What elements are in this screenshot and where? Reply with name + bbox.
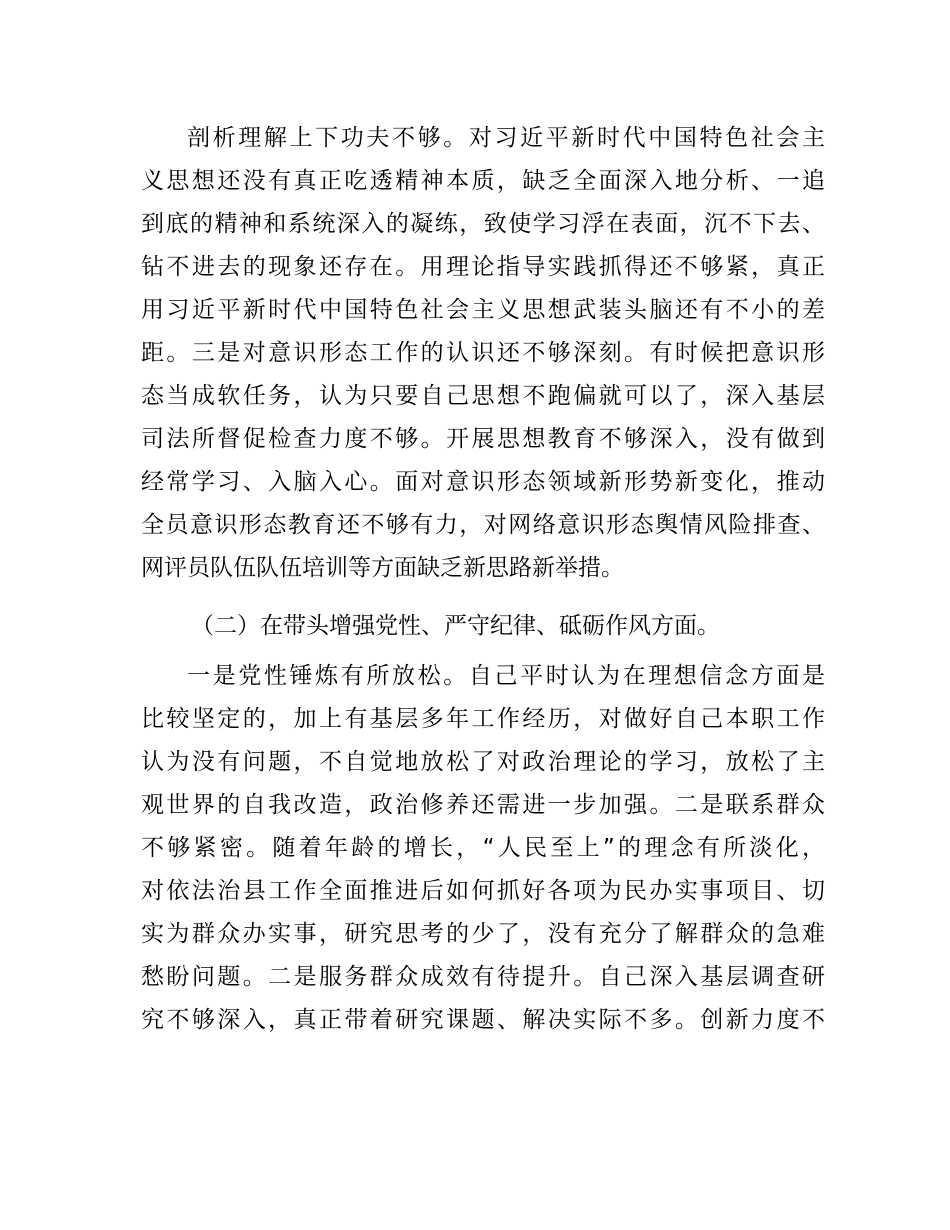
paragraph-line: 距。三是对意识形态工作的认识还不够深刻。有时候把意识形: [141, 340, 825, 366]
paragraph-line: 用习近平新时代中国特色社会主义思想武装头脑还有不小的差: [141, 297, 825, 323]
paragraph-line: 实为群众办实事，研究思考的少了，没有充分了解群众的急难: [141, 921, 825, 947]
paragraph-line: 观世界的自我改造，政治修养还需进一步加强。二是联系群众: [141, 792, 825, 818]
paragraph-line: 到底的精神和系统深入的凝练，致使学习浮在表面，沉不下去、: [141, 211, 825, 237]
paragraph-line: 态当成软任务，认为只要自己思想不跑偏就可以了，深入基层: [141, 383, 825, 409]
paragraph-line: 不够紧密。随着年龄的增长，“人民至上”的理念有所淡化，: [141, 835, 825, 861]
paragraph-ideology: [141, 117, 825, 590]
paragraph-line: 一是党性锤炼有所放松。自己平时认为在理想信念方面是: [187, 663, 825, 689]
paragraph-party-spirit: [141, 655, 825, 1042]
paragraph-line: 钻不进去的现象还存在。用理论指导实践抓得还不够紧，真正: [141, 254, 825, 280]
paragraph-line: 义思想还没有真正吃透精神本质，缺乏全面深入地分析、一追: [141, 168, 825, 194]
paragraph-line: 比较坚定的，加上有基层多年工作经历，对做好自己本职工作: [141, 706, 825, 732]
paragraph-line: 司法所督促检查力度不够。开展思想教育不够深入，没有做到: [141, 426, 825, 452]
paragraph-line: 对依法治县工作全面推进后如何抓好各项为民办实事项目、切: [141, 878, 825, 904]
section-heading-text: （二）在带头增强党性、严守纪律、砥砺作风方面。: [191, 613, 720, 639]
paragraph-line: 剖析理解上下功夫不够。对习近平新时代中国特色社会主: [187, 125, 825, 151]
paragraph-line: 经常学习、入脑入心。面对意识形态领域新形势新变化，推动: [141, 469, 825, 495]
section-heading: [141, 605, 825, 648]
paragraph-line: 全员意识形态教育还不够有力，对网络意识形态舆情风险排查、: [141, 512, 825, 538]
paragraph-line: 网评员队伍队伍培训等方面缺乏新思路新举措。: [141, 555, 624, 581]
paragraph-line: 愁盼问题。二是服务群众成效有待提升。自己深入基层调查研: [141, 964, 825, 990]
paragraph-line: 究不够深入，真正带着研究课题、解决实际不多。创新力度不: [141, 1007, 825, 1033]
paragraph-line: 认为没有问题，不自觉地放松了对政治理论的学习，放松了主: [141, 749, 825, 775]
